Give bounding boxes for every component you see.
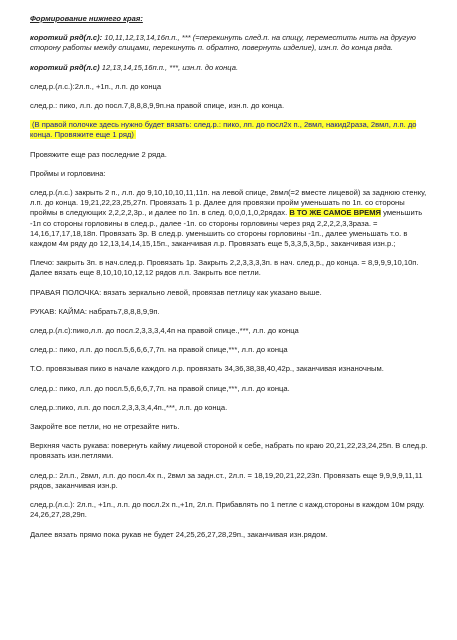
- paragraph-sleeve-edge: РУКАВ: КАЙМА: набрать7,8,8,8,9,9п.: [30, 306, 160, 316]
- paragraph-3: след.р.(л.с.):2л.п., +1п., л.п. до конца: [30, 81, 162, 91]
- paragraph-16: след.р.:пико, л.п. до посл.2,3,3,3,4,4п.,***, л.п. до конца.: [30, 402, 228, 412]
- paragraph-armhole: [30, 188, 431, 249]
- paragraph-short-row-1: [30, 33, 431, 53]
- paragraph-short-row-2: [30, 63, 431, 73]
- armhole-text-b: уменьшить -1п со стороны горловины в след.р., далее -1п. со стороны горловины через ряд 2,2,2,2,3,3раза. = 14,16,17,17,18,18п. Провязать 3р. В след.р. уменьшить со стороны горловины -1п., далее уменьшать т.о. в каждом 4м ряду до 12,13,14,14,15,15п., заканчивая л.р. Провязать еще 5,3,3,5,3,5р., заканчивая изн.р.;: [30, 208, 423, 249]
- highlighted-note: [30, 120, 431, 140]
- paragraph-13: след.р.: пико, л.п. до посл.5,6,6,6,7,7п. на правой спице,***, л.п. до конца: [30, 345, 288, 355]
- paragraph-shoulder: Плечо: закрыть 3п. в нач.след.р. Провязать 1р. Закрыть 2,2,3,3,3,3п. в нач. след.р., до конца. = 8,9,9,9,10,10п. Далее вязать еще 8,10,10,10,12,12 рядов л.п. Закрыть все петли.: [30, 258, 419, 278]
- paragraph-4: след.р.: пико, л.п. до посл.7,8,8,8,9,9п.на правой спице, изн.п. до конца.: [30, 101, 285, 111]
- short-row-label-2: короткий ряд(л.с): [30, 62, 100, 72]
- paragraph-17: Закройте все петли, но не отрезайте нить.: [30, 422, 180, 432]
- paragraph-7: Проймы и горловина:: [30, 168, 106, 178]
- short-row-label: короткий ряд(л.с):: [30, 33, 103, 43]
- paragraph-20: след.р.(л.с.): 2л.п., +1п., л.п. до посл.2х п.,+1п, 2л.п. Прибавлять по 1 петле с кажд.стороны в каждом 10м ряду. 24,26,27,28,29п.: [30, 500, 425, 520]
- paragraph-19: след.р.: 2л.п., 2вмл, л.п. до посл.4х п., 2вмл за задн.ст., 2л.п. = 18,19,20,21,22,23п. Провязать еще 9,9,9,9,11,11 рядов, заканчивая изн.р.: [30, 470, 423, 490]
- paragraph-14: Т.О. провязывая пико в начале каждого л.р. провязать 34,36,38,38,40,42р., заканчивая изнаночным.: [30, 364, 384, 374]
- short-row-text: 10,11,12,13,14,16п.п., *** (=перекинуть след.п. на спицу, переместить нить на другую сторону работы между спицами, перекинуть п. обратно, повернуть изделие), изн.п. до конца ряда.: [30, 33, 416, 53]
- short-row-text-2: 12,13,14,15,16п.п., ***, изн.п. до конца.: [99, 62, 239, 72]
- section-heading: [30, 14, 431, 24]
- highlighted-note-text: (В правой полочке здесь нужно будет вязать: след.р.: пико, лп. до посл2х п., 2вмл, накид2раза, 2вмл, л.п. до конца. Провяжите еще 1 ряд): [30, 120, 417, 140]
- paragraph-6: Провяжите еще раз последние 2 ряда.: [30, 149, 167, 159]
- paragraph-15: след.р.: пико, л.п. до посл.5,6,6,6,7,7п. на правой спице,***, л.п. до конца.: [30, 383, 290, 393]
- paragraph-right-front: ПРАВАЯ ПОЛОЧКА: вязать зеркально левой, провязав петлицу как указано выше.: [30, 287, 322, 297]
- armhole-bold: В ТО ЖЕ САМОЕ ВРЕМЯ: [289, 208, 382, 218]
- heading-text: Формирование нижнего края:: [30, 14, 143, 23]
- paragraph-18: Верхняя часть рукава: повернуть кайму лицевой стороной к себе, набрать по краю 20,21,22,23,24,25п. В след.р. провязать изн.петлями.: [30, 441, 428, 461]
- armhole-text-a: след.р.(л.с.) закрыть 2 п., л.п. до 9,10,10,10,11,11п. на левой спице, 2вмл(=2 вместе лицевой) за заднюю стенку, л.п. до конца. 19,21,22,23,25,27п. Провязать 1 р. Далее для провязки пройм уменьшать по 1п. со стороны проймы в следующих 2,2,2,2,3р., и далее по 1п. в след. 0,0,0,1,0,2рядах.: [30, 188, 427, 218]
- paragraph-21: Далее вязать прямо пока рукав не будет 24,25,26,27,28,29п., заканчивая изн.рядом.: [30, 529, 328, 539]
- paragraph-12: след.р.(л.с):пико,л.п. до посл.2,3,3,3,4,4п на правой спице.,***, л.п. до конца: [30, 326, 299, 336]
